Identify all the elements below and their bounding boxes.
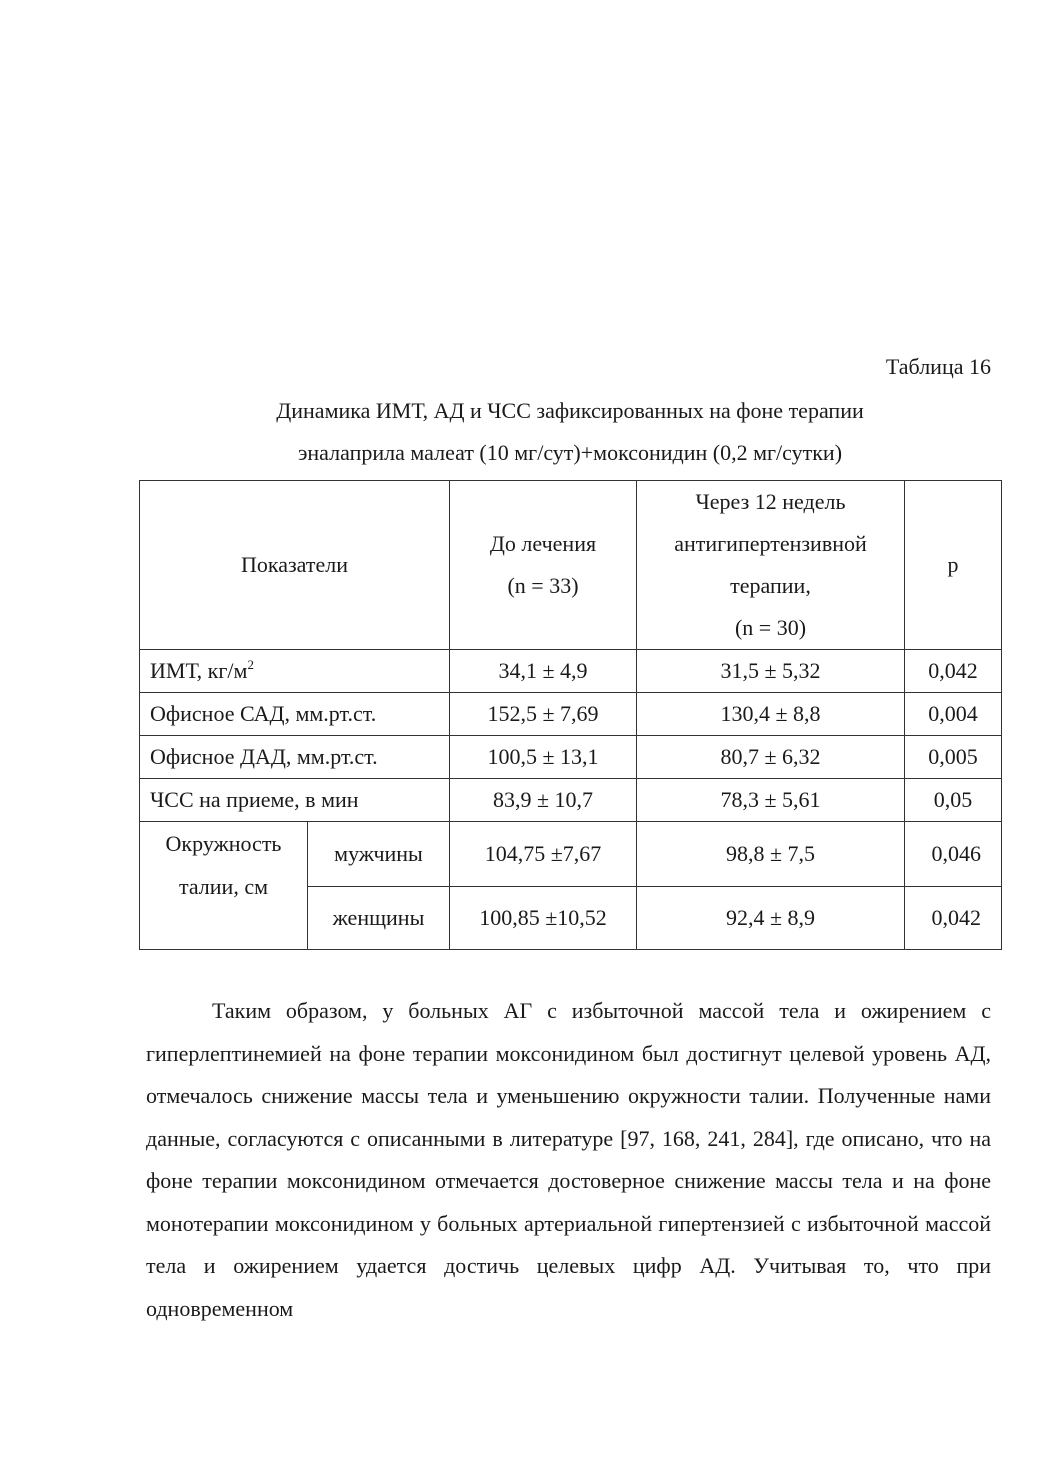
- cell-p: 0,005: [905, 736, 1002, 779]
- header-after-line4: (n = 30): [734, 615, 807, 640]
- superscript: 2: [247, 657, 254, 672]
- cell-p: 0,004: [905, 693, 1002, 736]
- header-before-line2: (n = 33): [507, 573, 579, 598]
- table-row-hr: [140, 779, 1002, 822]
- cell-before: 100,85 ±10,52: [450, 887, 637, 950]
- cell-p: 0,042: [905, 650, 1002, 693]
- cell-before: 83,9 ± 10,7: [450, 779, 637, 822]
- cell-after: 80,7 ± 6,32: [637, 736, 905, 779]
- cell-after: 98,8 ± 7,5: [637, 822, 905, 887]
- cell-p: 0,042: [905, 887, 1002, 950]
- header-p: р: [905, 481, 1002, 650]
- cell-before: 100,5 ± 13,1: [450, 736, 637, 779]
- body-paragraph: Таким образом, у больных АГ с избыточной массой тела и ожирением с гиперлептинемией на фоне терапии моксонидином был достигнут целевой уровень АД, отмечалось снижение массы тела и уменьшению окружности талии. Полученные нами данные, согласуются с описанными в литературе [97, 168, 241, 284], где описано, что на фоне терапии моксонидином отмечается достоверное снижение массы тела и на фоне монотерапии моксонидином у больных артериальной гипертензией с избыточной массой тела и ожирением удается достичь целевых цифр АД. Учитывая то, что при одновременном: [146, 998, 991, 1321]
- header-before-line1: До лечения: [489, 531, 597, 556]
- header-after-line1: Через 12 недель: [695, 489, 846, 514]
- cell-after: 92,4 ± 8,9: [637, 887, 905, 950]
- header-after-line2: антигипертензивной: [674, 531, 867, 556]
- waist-label: [140, 822, 308, 950]
- cell-after: 78,3 ± 5,61: [637, 779, 905, 822]
- row-label: Офисное САД, мм.рт.ст.: [140, 693, 450, 736]
- table-number: Таблица 16: [885, 354, 991, 379]
- table-caption-line2: эналаприла малеат (10 мг/сут)+моксонидин (0,2 мг/сутки): [297, 440, 843, 465]
- sex-label-women: женщины: [308, 887, 450, 950]
- row-label: ЧСС на приеме, в мин: [140, 779, 450, 822]
- sex-label-men: мужчины: [308, 822, 450, 887]
- cell-before: 104,75 ±7,67: [450, 822, 637, 887]
- waist-label-line2: талии, см: [178, 874, 269, 899]
- cell-after: 130,4 ± 8,8: [637, 693, 905, 736]
- cell-p: 0,046: [905, 822, 1002, 887]
- table-caption-line1: Динамика ИМТ, АД и ЧСС зафиксированных на фоне терапии: [276, 398, 864, 423]
- table-row-bmi: [140, 650, 1002, 693]
- cell-p: 0,05: [905, 779, 1002, 822]
- header-after: [637, 481, 905, 650]
- results-table: [139, 480, 1002, 950]
- cell-after: 31,5 ± 5,32: [637, 650, 905, 693]
- row-label: ИМТ, $кг/м^2$: [140, 650, 450, 693]
- table-row-dbp: [140, 736, 1002, 779]
- table-header-row: [140, 481, 1002, 650]
- cell-before: 152,5 ± 7,69: [450, 693, 637, 736]
- waist-label-line1: Окружность: [165, 831, 282, 856]
- header-after-line3: терапии,: [730, 573, 811, 598]
- table-row-sbp: [140, 693, 1002, 736]
- row-label: Офисное ДАД, мм.рт.ст.: [140, 736, 450, 779]
- header-indicators: Показатели: [140, 481, 450, 650]
- cell-before: 34,1 ± 4,9: [450, 650, 637, 693]
- header-before: [450, 481, 637, 650]
- table-row-waist-men: [140, 822, 1002, 887]
